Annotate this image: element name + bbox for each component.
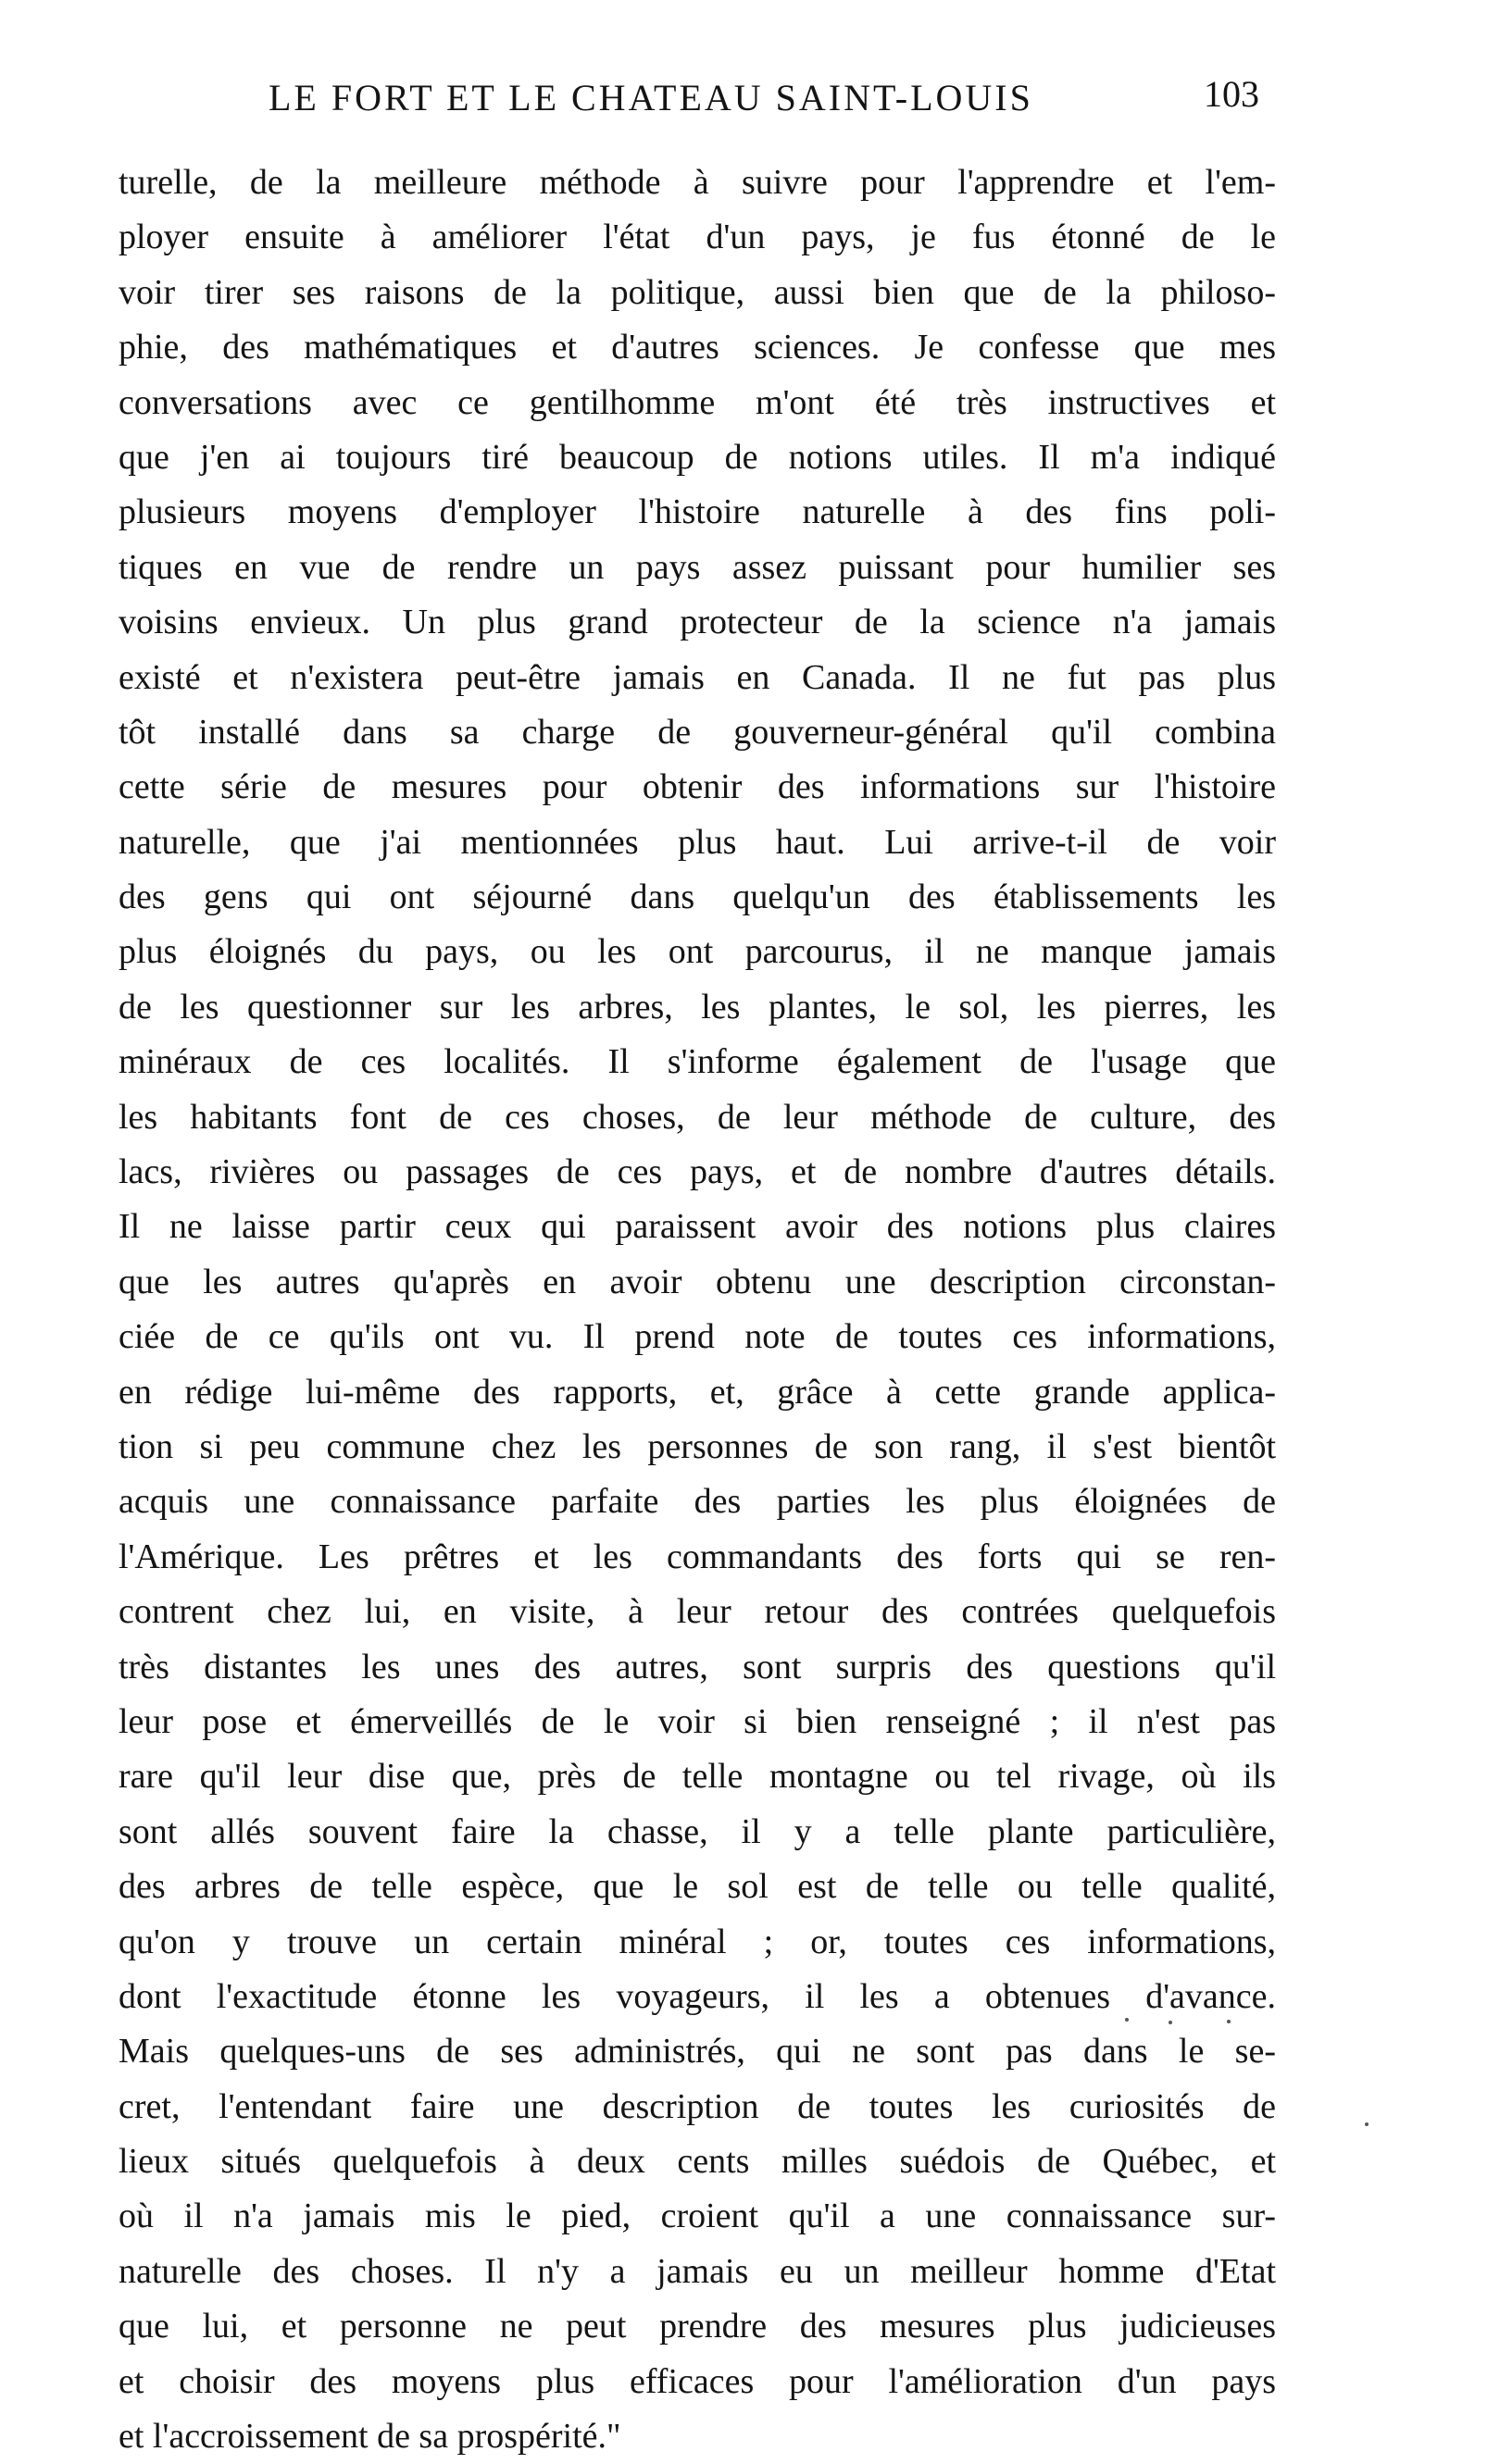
text-line: acquis une connaissance parfaite des parties les plus éloignées de	[119, 1482, 1276, 1522]
text-line: tiques en vue de rendre un pays assez puissant pour humilier ses	[119, 547, 1276, 587]
text-line: cret, l'entendant faire une description de toutes les curiosités de	[119, 2086, 1276, 2126]
text-line: que j'en ai toujours tiré beaucoup de notions utiles. Il m'a indiqué	[119, 437, 1276, 477]
text-line: l'Amérique. Les prêtres et les commandants des forts qui se ren-	[119, 1537, 1276, 1576]
ink-speck	[1125, 2018, 1129, 2022]
page-number: 103	[1204, 73, 1259, 115]
text-line: des gens qui ont séjourné dans quelqu'un des établissements les	[119, 877, 1276, 917]
text-line: qu'on y trouve un certain minéral ; or, toutes ces informations,	[119, 1922, 1276, 1961]
text-line: naturelle des choses. Il n'y a jamais eu un meilleur homme d'Etat	[119, 2251, 1276, 2291]
ink-speck	[1227, 2020, 1231, 2023]
text-line: les habitants font de ces choses, de leur méthode de culture, des	[119, 1097, 1276, 1137]
text-line: contrent chez lui, en visite, à leur retour des contrées quelquefois	[119, 1592, 1276, 1632]
text-line: que les autres qu'après en avoir obtenu une description circonstan-	[119, 1262, 1276, 1301]
text-line: voisins envieux. Un plus grand protecteur de la science n'a jamais	[119, 603, 1276, 642]
text-line: lieux situés quelquefois à deux cents milles suédois de Québec, et	[119, 2142, 1276, 2182]
text-line: tion si peu commune chez les personnes de son rang, il s'est bientôt	[119, 1426, 1276, 1466]
text-line: Mais quelques-uns de ses administrés, qui ne sont pas dans le se-	[119, 2032, 1276, 2072]
text-line: naturelle, que j'ai mentionnées plus haut. Lui arrive-t-il de voir	[119, 822, 1276, 862]
text-line: tôt installé dans sa charge de gouverneur-général qu'il combina	[119, 712, 1276, 752]
text-line: ciée de ce qu'ils ont vu. Il prend note de toutes ces informations,	[119, 1317, 1276, 1357]
text-line: en rédige lui-même des rapports, et, grâce à cette grande applica-	[119, 1372, 1276, 1412]
body-text	[119, 156, 1276, 2464]
text-line: cette série de mesures pour obtenir des informations sur l'histoire	[119, 767, 1276, 807]
text-line: minéraux de ces localités. Il s'informe également de l'usage que	[119, 1042, 1276, 1082]
text-line: plus éloignés du pays, ou les ont parcourus, il ne manque jamais	[119, 932, 1276, 972]
text-line: phie, des mathématiques et d'autres sciences. Je confesse que mes	[119, 328, 1276, 367]
ink-speck	[1365, 2122, 1369, 2126]
text-line: plusieurs moyens d'employer l'histoire naturelle à des fins poli-	[119, 492, 1276, 532]
text-line: voir tirer ses raisons de la politique, aussi bien que de la philoso-	[119, 272, 1276, 312]
text-line: lacs, rivières ou passages de ces pays, et de nombre d'autres détails.	[119, 1152, 1276, 1192]
running-title: LE FORT ET LE CHATEAU SAINT-LOUIS	[269, 77, 1033, 118]
text-line: existé et n'existera peut-être jamais en Canada. Il ne fut pas plus	[119, 657, 1276, 697]
text-line: très distantes les unes des autres, sont surpris des questions qu'il	[119, 1647, 1276, 1686]
text-line: turelle, de la meilleure méthode à suivre pour l'apprendre et l'em-	[119, 163, 1276, 202]
ink-speck	[1169, 2021, 1172, 2024]
text-line: Il ne laisse partir ceux qui paraissent avoir des notions plus claires	[119, 1207, 1276, 1247]
text-line: ployer ensuite à améliorer l'état d'un pays, je fus étonné de le	[119, 218, 1276, 257]
text-line: leur pose et émerveillés de le voir si bien renseigné ; il n'est pas	[119, 1701, 1276, 1741]
text-line: et l'accroissement de sa prospérité."	[119, 2417, 621, 2457]
text-line: dont l'exactitude étonne les voyageurs, il les a obtenues d'avance.	[119, 1976, 1276, 2016]
text-line: rare qu'il leur dise que, près de telle montagne ou tel rivage, où ils	[119, 1757, 1276, 1797]
text-line: sont allés souvent faire la chasse, il y a telle plante particulière,	[119, 1811, 1276, 1851]
text-line: et choisir des moyens plus efficaces pour l'amélioration d'un pays	[119, 2361, 1276, 2401]
text-line: où il n'a jamais mis le pied, croient qu'il a une connaissance sur-	[119, 2196, 1276, 2236]
text-line: des arbres de telle espèce, que le sol est de telle ou telle qualité,	[119, 1867, 1276, 1907]
text-line: conversations avec ce gentilhomme m'ont été très instructives et	[119, 382, 1276, 422]
text-line: de les questionner sur les arbres, les plantes, le sol, les pierres, les	[119, 987, 1276, 1027]
text-line: que lui, et personne ne peut prendre des mesures plus judicieuses	[119, 2307, 1276, 2346]
